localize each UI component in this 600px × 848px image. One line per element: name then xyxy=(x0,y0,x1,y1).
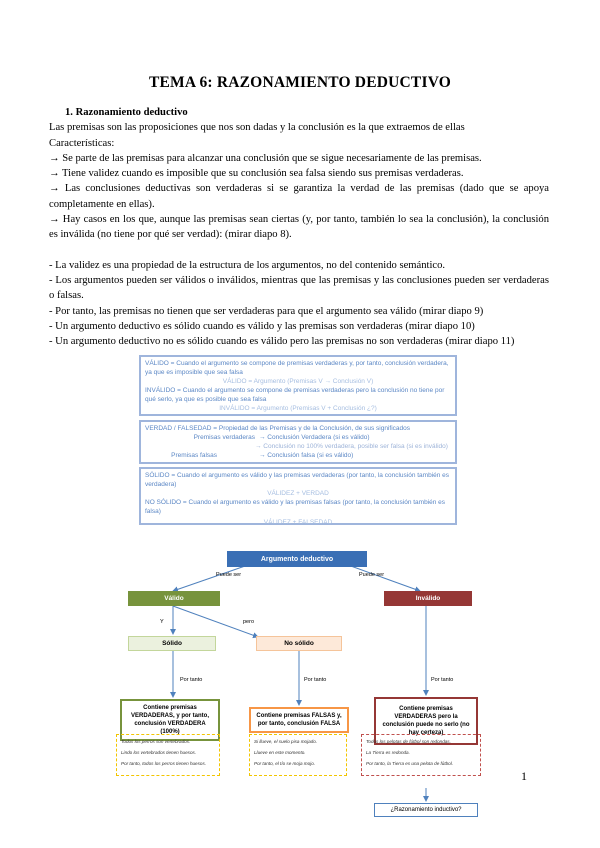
body-text xyxy=(49,105,549,349)
box-label: Premisas verdaderas xyxy=(193,434,255,441)
paragraph: → Hay casos en los que, aunque las premisas sean ciertas (y, por tanto, también lo sea la conclusión), la conclusión es inválida (no tiene por qué ser verdad): (mirar diapo 8). xyxy=(49,214,549,241)
box-text: INVÁLIDO = Cuando el argumento se compone de premisas verdaderas pero la conclusión no tiene por qué serlo, ya que es posible que sea falsa xyxy=(145,387,445,403)
example-line: Por tanto, el tío se moja mojo. xyxy=(254,761,316,766)
not-solid-result: Contiene premisas FALSAS y, por tanto, conclusión FALSA xyxy=(249,707,349,733)
truth-box xyxy=(139,420,457,464)
page-title: TEMA 6: RAZONAMIENTO DEDUCTIVO xyxy=(148,74,452,91)
root-node: Argumento deductivo xyxy=(227,551,367,567)
box-formula: VÁLIDO = Argumento (Premisas V → Conclusión V) xyxy=(222,378,374,385)
soundness-box xyxy=(139,467,457,525)
edge-label: pero xyxy=(243,619,255,625)
valid-node: Válido xyxy=(128,591,220,606)
edge-label: Por tanto xyxy=(180,677,203,683)
edge-label: Por tanto xyxy=(431,677,454,683)
validity-box xyxy=(139,355,457,416)
edge-label: Puede ser xyxy=(216,572,242,578)
paragraph: → Las conclusiones deductivas son verdaderas si se garantiza la verdad de las premisas (dado que se apoya completamente en ellas). xyxy=(49,183,549,210)
page-number: 1 xyxy=(521,769,527,783)
edge-label: Y xyxy=(160,619,164,625)
paragraph: - Los argumentos pueden ser válidos o inválidos, mientras que las premisas y las conclusiones pueden ser verdaderas o falsas. xyxy=(49,274,549,302)
example-line: Por tanto, la Tierra es una pelota de fútbol. xyxy=(366,761,454,766)
example-line: Lindo los vertebrados tienen huesos. xyxy=(121,750,197,755)
not-solid-example xyxy=(249,734,347,776)
box-formula: VÁLIDEZ + FALSEDAD xyxy=(263,519,333,526)
solid-result: Contiene premisas VERDADERAS, y por tanto, conclusión VERDADERA (100%) xyxy=(120,699,220,741)
edge-label: Puede ser xyxy=(359,572,385,578)
example-line: Si llueve, el suelo pisa mojado. xyxy=(254,739,318,744)
diagram-connectors xyxy=(116,547,486,827)
section-heading: 1. Razonamiento deductivo xyxy=(65,107,188,118)
invalid-node: Inválido xyxy=(384,591,472,606)
arrow xyxy=(173,565,248,591)
not-solid-node: No sólido xyxy=(256,636,342,651)
example-line: Todos los pelotas de fútbol son redondas. xyxy=(366,739,451,744)
paragraph: → Tiene validez cuando es imposible que su conclusión sea falsa siendo sus premisas verdaderas. xyxy=(49,168,464,180)
invalid-result: Contiene premisas VERDADERAS pero la conclusión puede no serlo (no hay certeza) xyxy=(374,697,478,745)
box-formula: VÁLIDEZ + VERDAD xyxy=(267,490,329,497)
example-line: La Tierra es redonda. xyxy=(366,750,410,755)
paragraph: - Por tanto, las premisas no tienen que ser verdaderas para que el argumento sea válido (mirar diapo 9) xyxy=(49,305,484,317)
box-text: VÁLIDO = Cuando el argumento se compone de premisas verdaderas y, por tanto, conclusión verdadera, ya que es imposible que sea falsa xyxy=(145,360,449,376)
box-text: → Conclusión Verdadera (si es válido) xyxy=(259,434,370,441)
invalid-example xyxy=(361,734,481,776)
example-line: Llueve en este momento. xyxy=(254,750,306,755)
example-line: Todos los perros son vertebrados. xyxy=(121,739,191,744)
flow-diagram xyxy=(116,547,486,827)
box-text: NO SÓLIDO = Cuando el argumento es válido y las premisas falsas (por tanto, la conclusión también es falsa) xyxy=(145,499,446,515)
box-text: VERDAD / FALSEDAD = Propiedad de las Premisas y de la Conclusión, de sus significados xyxy=(145,425,411,432)
box-formula: INVÁLIDO = Argumento (Premisas V + Conclusión ¿?) xyxy=(219,405,377,412)
edge-label: Por tanto xyxy=(304,677,327,683)
box-text: → Conclusión no 100% verdadera, posible ser falsa (si es inválido) xyxy=(255,443,448,450)
paragraph: - La validez es una propiedad de la estructura de los argumentos, no del contenido semántico. xyxy=(49,259,446,271)
box-text: → Conclusión falsa (si es válido) xyxy=(259,452,354,459)
paragraph: Características: xyxy=(49,137,115,149)
arrow xyxy=(348,565,420,591)
box-label: Premisas falsas xyxy=(171,452,217,459)
solid-example xyxy=(116,734,220,776)
paragraph: Las premisas son las proposiciones que nos son dadas y la conclusión es la que extraemos de ellas xyxy=(49,122,465,134)
solid-node: Sólido xyxy=(128,636,216,651)
example-line: Por tanto, todos los perros tienen huesos. xyxy=(121,761,207,766)
box-text: SÓLIDO = Cuando el argumento es válido y las premisas verdaderas (por tanto, la conclusión también es verdadera) xyxy=(145,472,450,488)
paragraph: - Un argumento deductivo es sólido cuando es válido y las premisas son verdaderas (mirar diapo 10) xyxy=(49,320,475,332)
question-node: ¿Razonamiento inductivo? xyxy=(374,803,478,817)
paragraph: - Un argumento deductivo no es sólido cuando es válido pero las premisas no son verdaderas (mirar diapo 11) xyxy=(49,336,515,348)
paragraph: → Se parte de las premisas para alcanzar una conclusión que se sigue necesariamente de las premisas. xyxy=(49,152,482,164)
